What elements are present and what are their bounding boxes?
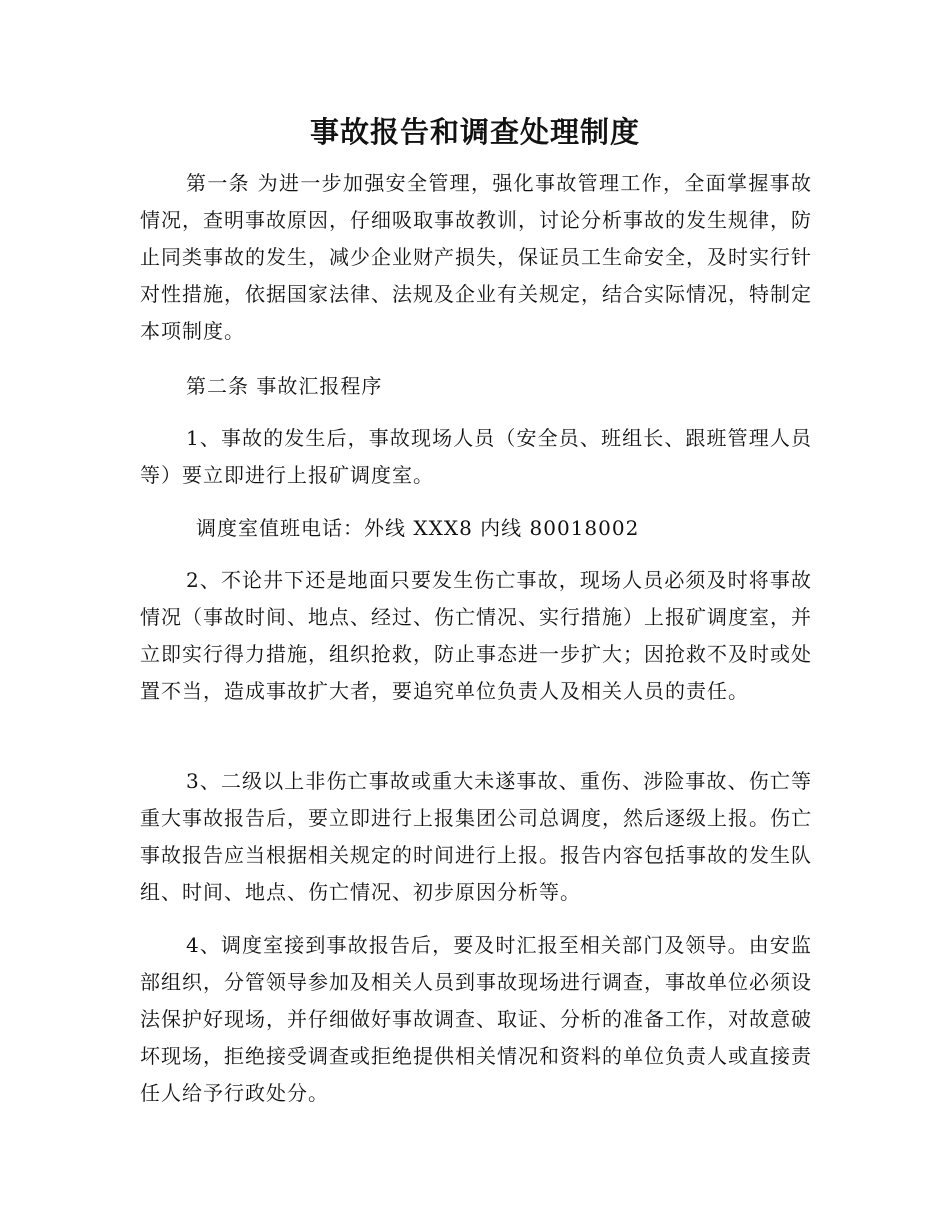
item-2-paragraph: 2、不论井下还是地面只要发生伤亡事故，现场人员必须及时将事故情况（事故时间、地点、经过、伤亡情况、实行措施）上报矿调度室，并立即实行得力措施，组织抢救，防止事态进一步扩大；因抢救不及时或处置不当，造成事故扩大者，要追究单位负责人及相关人员的责任。 [140, 568, 812, 703]
dispatch-phone-line: 调度室值班电话：外线 XXX8 内线 80018002 [196, 516, 640, 540]
item-1-paragraph: 1、事故的发生后，事故现场人员（安全员、班组长、跟班管理人员等）要立即进行上报矿调度室。 [140, 426, 812, 487]
item-4-paragraph: 4、调度室接到事故报告后，要及时汇报至相关部门及领导。由安监部组织，分管领导参加及相关人员到事故现场进行调查，事故单位必须设法保护好现场，并仔细做好事故调查、取证、分析的准备工作，对故意破坏现场，拒绝接受调查或拒绝提供相关情况和资料的单位负责人或直接责任人给予行政处分。 [140, 933, 812, 1105]
document-title: 事故报告和调查处理制度 [309, 115, 640, 149]
item-3-paragraph: 3、二级以上非伤亡事故或重大未遂事故、重伤、涉险事故、伤亡等重大事故报告后，要立即进行上报集团公司总调度，然后逐级上报。伤亡事故报告应当根据相关规定的时间进行上报。报告内容包括事故的发生队组、时间、地点、伤亡情况、初步原因分析等。 [140, 769, 812, 904]
article-2-heading: 第二条 事故汇报程序 [186, 374, 383, 398]
article-1-paragraph: 第一条 为进一步加强安全管理，强化事故管理工作，全面掌握事故情况，查明事故原因，仔细吸取事故教训，讨论分析事故的发生规律，防止同类事故的发生，减少企业财产损失，保证员工生命安全，及时实行针对性措施，依据国家法律、法规及企业有关规定，结合实际情况，特制定本项制度。 [140, 171, 812, 343]
